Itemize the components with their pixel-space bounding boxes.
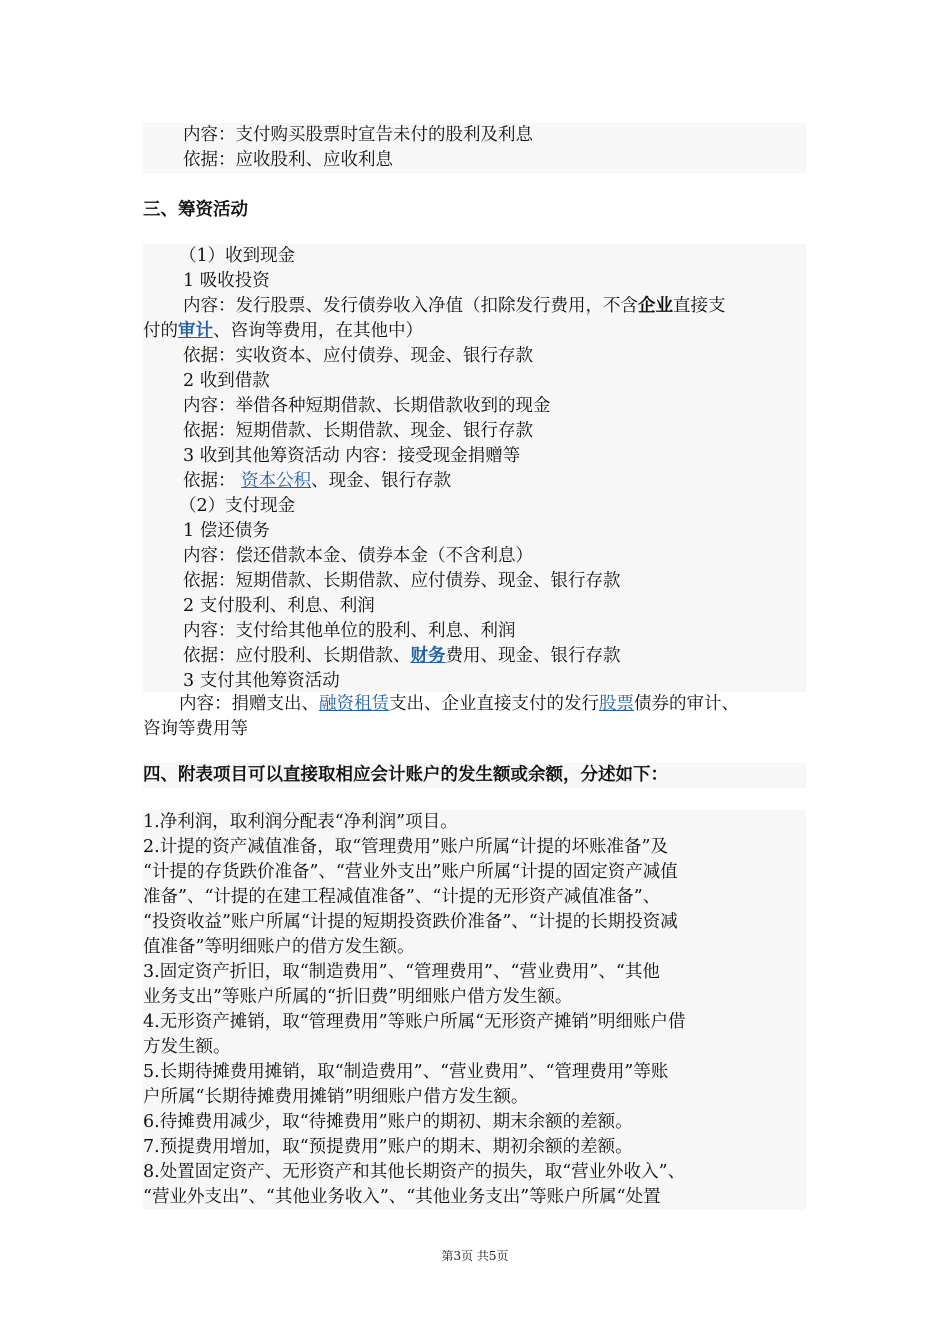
list-line: 1.净利润，取利润分配表“净利润”项目。 [143,812,458,832]
list-line: 业务支出”等账户所属的“折旧费”明细账户借方发生额。 [143,987,573,1007]
list-line: 4.无形资产摊销，取“管理费用”等账户所属“无形资产摊销”明细账户借 [143,1012,686,1032]
list-line: 5.长期待摊费用摊销，取“制造费用”、“营业费用”、“管理费用”等账 [143,1062,669,1082]
paragraph-line: 内容：支付给其他单位的股利、利息、利润 [183,621,516,641]
item-title: 2 收到借款 [183,371,270,391]
subheading-receive-cash: （1）收到现金 [179,246,296,266]
paragraph-line: 依据：短期借款、长期借款、应付债券、现金、银行存款 [183,571,621,591]
link-stock[interactable]: 股票 [599,694,634,714]
paragraph-line: 咨询等费用等 [143,719,248,739]
list-line: 8.处置固定资产、无形资产和其他长期资产的损失，取“营业外收入”、 [143,1162,686,1182]
paragraph-line: 依据：实收资本、应付债券、现金、银行存款 [183,346,533,366]
term-enterprise: 企业 [638,296,673,316]
subheading-pay-cash: （2）支付现金 [179,496,296,516]
list-line: 准备”、“计提的在建工程减值准备”、“计提的无形资产减值准备”、 [143,887,661,907]
list-line: 方发生额。 [143,1037,231,1057]
list-line: 值准备”等明细账户的借方发生额。 [143,937,415,957]
section-heading-appendix: 四、附表项目可以直接取相应会计账户的发生额或余额，分述如下： [143,763,806,788]
appendix-block [143,810,806,1210]
list-line: 6.待摊费用减少，取“待摊费用”账户的期初、期末余额的差额。 [143,1112,633,1132]
list-line: “投资收益”账户所属“计提的短期投资跌价准备”、“计提的长期投资减 [143,912,678,932]
paragraph-line: 依据：短期借款、长期借款、现金、银行存款 [183,421,533,441]
section-heading-financing: 三、筹资活动 [143,200,248,220]
paragraph-line: 内容：偿还借款本金、债券本金（不含利息） [183,546,533,566]
list-line: 户所属“长期待摊费用摊销”明细账户借方发生额。 [143,1087,529,1107]
item-title: 1 偿还债务 [183,521,270,541]
list-line: “计提的存货跌价准备”、“营业外支出”账户所属“计提的固定资产减值 [143,862,678,882]
paragraph-line: 内容：支付购买股票时宣告未付的股利及利息 [183,125,533,145]
item-title: 3 收到其他筹资活动 内容：接受现金捐赠等 [183,446,521,466]
link-finance[interactable]: 财务 [410,646,446,666]
item-title: 3 支付其他筹资活动 [183,671,340,691]
paragraph-line: 依据： 资本公积、现金、银行存款 [183,471,452,491]
paragraph-line: 依据：应付股利、长期借款、财务费用、现金、银行存款 [183,646,621,666]
paragraph-line: 依据：应收股利、应收利息 [183,150,393,170]
paragraph-line: 内容：发行股票、发行债券收入净值（扣除发行费用，不含企业直接支 [183,296,726,316]
paragraph-line: 内容：举借各种短期借款、长期借款收到的现金 [183,396,551,416]
item-title: 1 吸收投资 [183,271,270,291]
list-line: “营业外支出”、“其他业务收入”、“其他业务支出”等账户所属“处置 [143,1187,661,1207]
item-title: 2 支付股利、利息、利润 [183,596,375,616]
top-block [143,123,806,173]
financing-other-paragraph [143,692,843,742]
list-line: 2.计提的资产减值准备，取“管理费用”账户所属“计提的坏账准备”及 [143,837,668,857]
paragraph-line: 内容：捐赠支出、融资租赁支出、企业直接支付的发行股票债券的审计、 [179,694,739,714]
list-line: 3.固定资产折旧，取“制造费用”、“管理费用”、“营业费用”、“其他 [143,962,660,982]
page-number: 第3页 共5页 [441,1249,509,1263]
paragraph-line: 付的审计、咨询等费用，在其他中） [143,321,423,341]
link-audit[interactable]: 审计 [178,321,213,341]
financing-block [143,244,806,692]
list-line: 7.预提费用增加，取“预提费用”账户的期末、期初余额的差额。 [143,1137,633,1157]
link-capital-reserve[interactable]: 资本公积 [241,471,312,491]
link-finance-lease[interactable]: 融资租赁 [319,694,389,714]
